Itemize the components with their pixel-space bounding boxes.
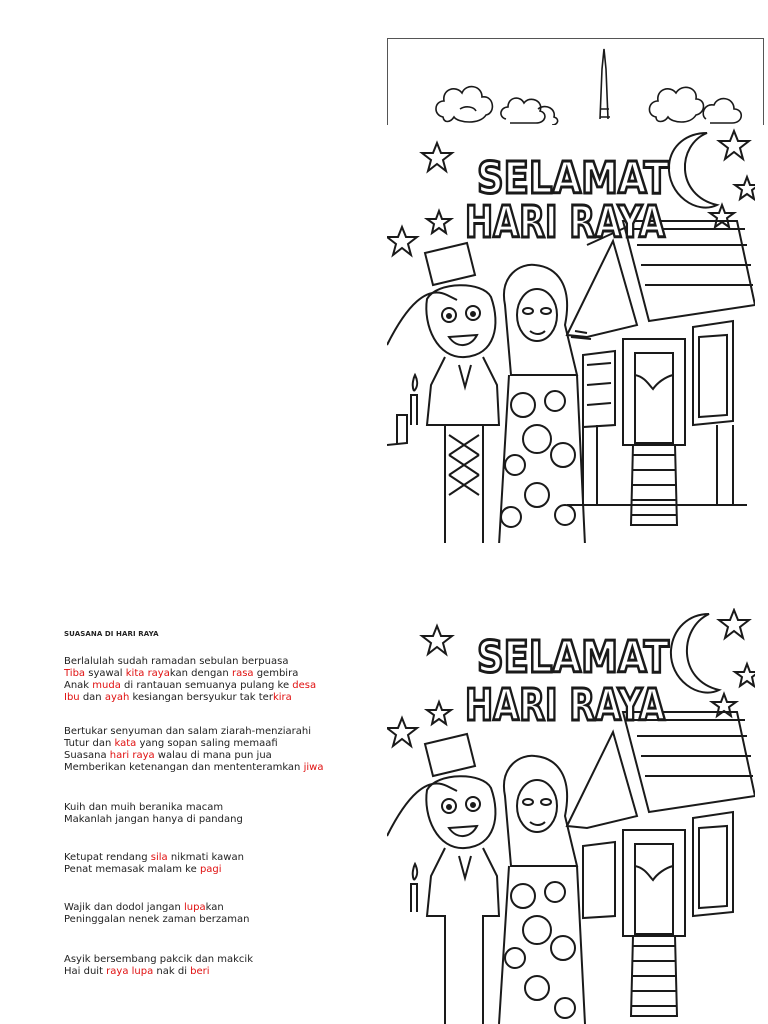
highlighted-word: kata (114, 738, 137, 749)
poem-stanza (64, 726, 374, 774)
poem-text: Kuih dan muih beranika macam (64, 802, 224, 813)
star-icon (427, 211, 451, 233)
scenery-illustration (387, 38, 764, 125)
poem-line (64, 668, 374, 680)
highlighted-word: Ibu (64, 692, 80, 703)
highlighted-word: sila (150, 852, 168, 863)
poem-text: Ketupat rendang (64, 852, 151, 863)
highlighted-word: Tiba (64, 668, 86, 679)
poem-line (64, 656, 374, 668)
star-icon (719, 610, 749, 638)
poem-text: dan (79, 692, 105, 703)
star-icon (422, 143, 452, 171)
poem-text: Makanlah jangan hanya di pandang (64, 814, 243, 825)
greeting-card-illustration (387, 125, 755, 543)
poem (64, 630, 374, 978)
star-icon (710, 205, 734, 227)
highlighted-word: beri (190, 966, 210, 977)
poem-stanza (64, 802, 374, 826)
poem-text: Penat memasak malam ke (64, 864, 200, 875)
greeting-card-drawing (387, 125, 755, 543)
poem-line (64, 726, 374, 738)
poem-line (64, 914, 374, 926)
poem-line (64, 852, 374, 864)
poem-text: Bertukar senyuman dan salam ziarah-menziarahi (64, 726, 311, 737)
poem-text: di rantauan semuanya pulang ke (120, 680, 293, 691)
poem-line (64, 966, 374, 978)
crescent-moon-icon (669, 133, 717, 208)
highlighted-word: muda (92, 680, 121, 691)
poem-text: kan (205, 902, 224, 913)
poem-stanza (64, 656, 374, 704)
poem-text: nak di (153, 966, 191, 977)
poem-line (64, 814, 374, 826)
greeting-line-2: HARI RAYA (465, 197, 665, 248)
poem-text: Berlalulah sudah ramadan sebulan berpuasa (64, 656, 289, 667)
highlighted-word: desa (292, 680, 317, 691)
poem-text: Tutur dan (64, 738, 115, 749)
poem-line (64, 802, 374, 814)
poem-text: Suasana (64, 750, 110, 761)
poem-text: gembira (253, 668, 299, 679)
greeting-line-1: SELAMAT (477, 632, 669, 683)
poem-text: kan dengan (169, 668, 232, 679)
greeting-card-drawing-2 (387, 608, 755, 1024)
crescent-moon-icon (671, 614, 719, 693)
poem-text: Anak (64, 680, 93, 691)
poem-stanza (64, 852, 374, 876)
poem-text: Asyik bersembang pakcik dan makcik (64, 954, 254, 965)
star-icon (387, 227, 417, 255)
greeting-card-illustration-2 (387, 608, 755, 1024)
highlighted-word: rasa (231, 668, 254, 679)
poem-text: Wajik dan dodol jangan (64, 902, 185, 913)
poem-text: Peninggalan nenek zaman berzaman (64, 914, 250, 925)
highlighted-word: raya lupa (106, 966, 154, 977)
poem-line (64, 738, 374, 750)
highlighted-word: kita raya (125, 668, 170, 679)
poem-text: Memberikan ketenangan dan mententeramkan (64, 762, 304, 773)
poem-text: kesiangan bersyukur tak ter (129, 692, 273, 703)
poem-line (64, 750, 374, 762)
poem-text: Hai duit (64, 966, 107, 977)
poem-stanzas (64, 656, 374, 978)
highlighted-word: lupa (184, 902, 206, 913)
highlighted-word: hari raya (109, 750, 155, 761)
scenery-drawing (388, 39, 764, 125)
star-icon (735, 177, 755, 199)
star-icon (422, 626, 452, 654)
poem-text: yang sopan saling memaafi (136, 738, 278, 749)
star-icon (719, 131, 749, 159)
poem-stanza (64, 954, 374, 978)
highlighted-word: ayah (104, 692, 130, 703)
greeting-line-1: SELAMAT (477, 153, 669, 204)
poem-line (64, 762, 374, 774)
highlighted-word: kira (272, 692, 292, 703)
poem-title: SUASANA DI HARI RAYA (64, 630, 159, 638)
star-icon (735, 664, 755, 686)
poem-text: syawal (85, 668, 126, 679)
poem-line (64, 680, 374, 692)
poem-line (64, 864, 374, 876)
poem-stanza (64, 902, 374, 926)
greeting-line-2: HARI RAYA (465, 680, 665, 731)
highlighted-word: jiwa (303, 762, 324, 773)
poem-line (64, 902, 374, 914)
poem-line (64, 692, 374, 704)
star-icon (427, 702, 451, 724)
poem-text: nikmati kawan (167, 852, 244, 863)
poem-line (64, 954, 374, 966)
highlighted-word: pagi (199, 864, 222, 875)
poem-text: walau di mana pun jua (154, 750, 272, 761)
star-icon (387, 718, 417, 746)
